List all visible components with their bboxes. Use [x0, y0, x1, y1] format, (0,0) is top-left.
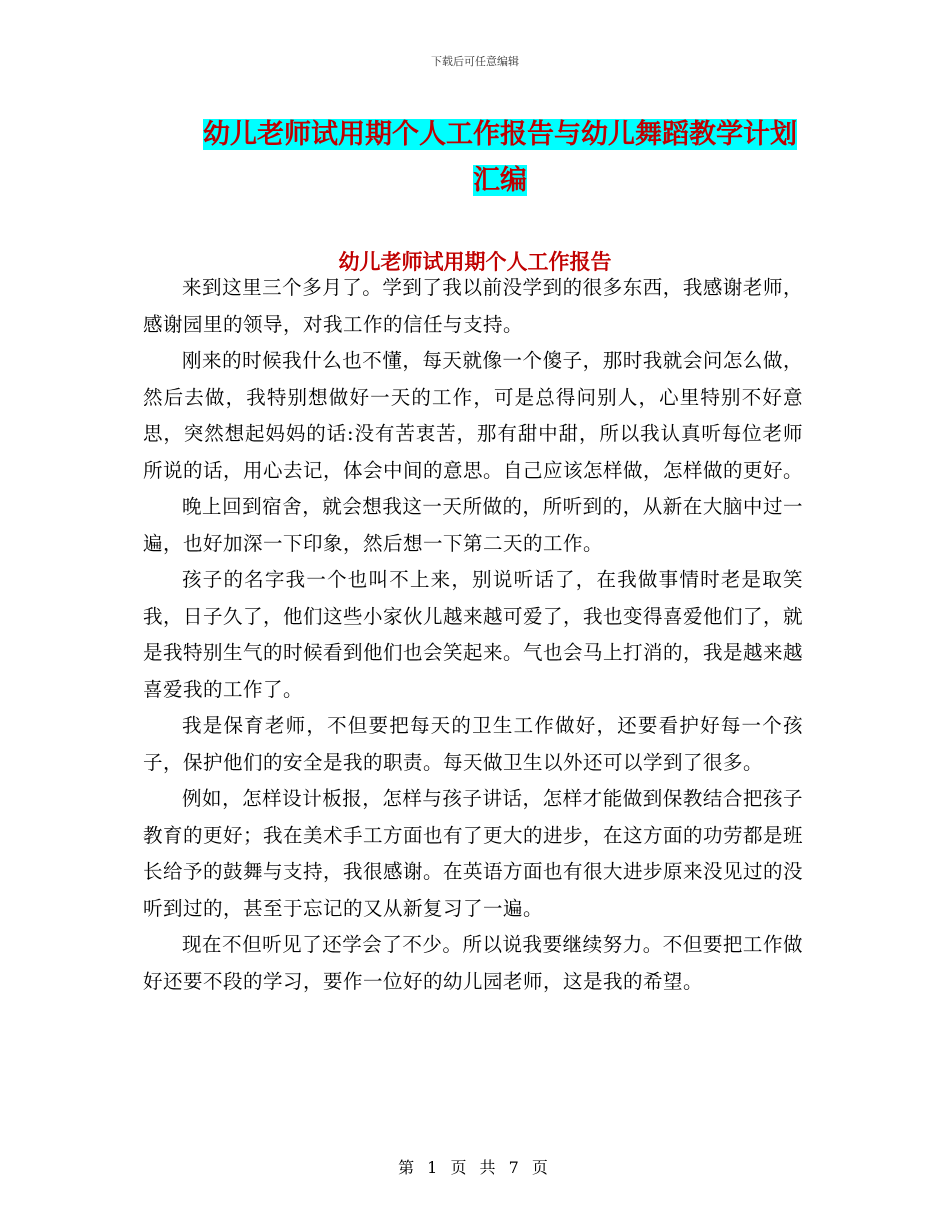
- document-title-text: 幼儿老师试用期个人工作报告与幼儿舞蹈教学计划汇编: [203, 119, 797, 196]
- header-note: 下载后可任意编辑: [431, 55, 519, 68]
- paragraph: 我是保育老师，不但要把每天的卫生工作做好，还要看护好每一个孩子，保护他们的安全是我的职责。每天做卫生以外还可以学到了很多。: [143, 714, 803, 774]
- document-body: [143, 270, 803, 1000]
- paragraph: 来到这里三个多月了。学到了我以前没学到的很多东西，我感谢老师，感谢园里的领导，对我工作的信任与支持。: [143, 276, 803, 336]
- paragraph: 例如，怎样设计板报，怎样与孩子讲话，怎样才能做到保教结合把孩子教育的更好；我在美术手工方面也有了更大的进步，在这方面的功劳都是班长给予的鼓舞与支持，我很感谢。在英语方面也有很大进步原来没见过的没听到过的，甚至于忘记的又从新复习了一遍。: [143, 787, 804, 920]
- paragraph: 刚来的时候我什么也不懂，每天就像一个傻子，那时我就会问怎么做，然后去做，我特别想做好一天的工作，可是总得问别人，心里特别不好意思，突然想起妈妈的话:没有苦衷苦，那有甜中甜，所以我认真听每位老师所说的话，用心去记，体会中间的意思。自己应该怎样做，怎样做的更好。: [143, 349, 804, 482]
- document-title: [195, 112, 805, 204]
- section-title: 幼儿老师试用期个人工作报告: [338, 249, 612, 274]
- page-number: 第 1 页 共 7 页: [398, 1158, 552, 1177]
- paragraph: 现在不但听见了还学会了不少。所以说我要继续努力。不但要把工作做好还要不段的学习，要作一位好的幼儿园老师，这是我的希望。: [143, 933, 803, 993]
- paragraph: 晚上回到宿舍，就会想我这一天所做的，所听到的，从新在大脑中过一遍，也好加深一下印象，然后想一下第二天的工作。: [143, 495, 803, 555]
- paragraph: 孩子的名字我一个也叫不上来，别说听话了，在我做事情时老是取笑我，日子久了，他们这些小家伙儿越来越可爱了，我也变得喜爱他们了，就是我特别生气的时候看到他们也会笑起来。气也会马上打消的，我是越来越喜爱我的工作了。: [143, 568, 804, 701]
